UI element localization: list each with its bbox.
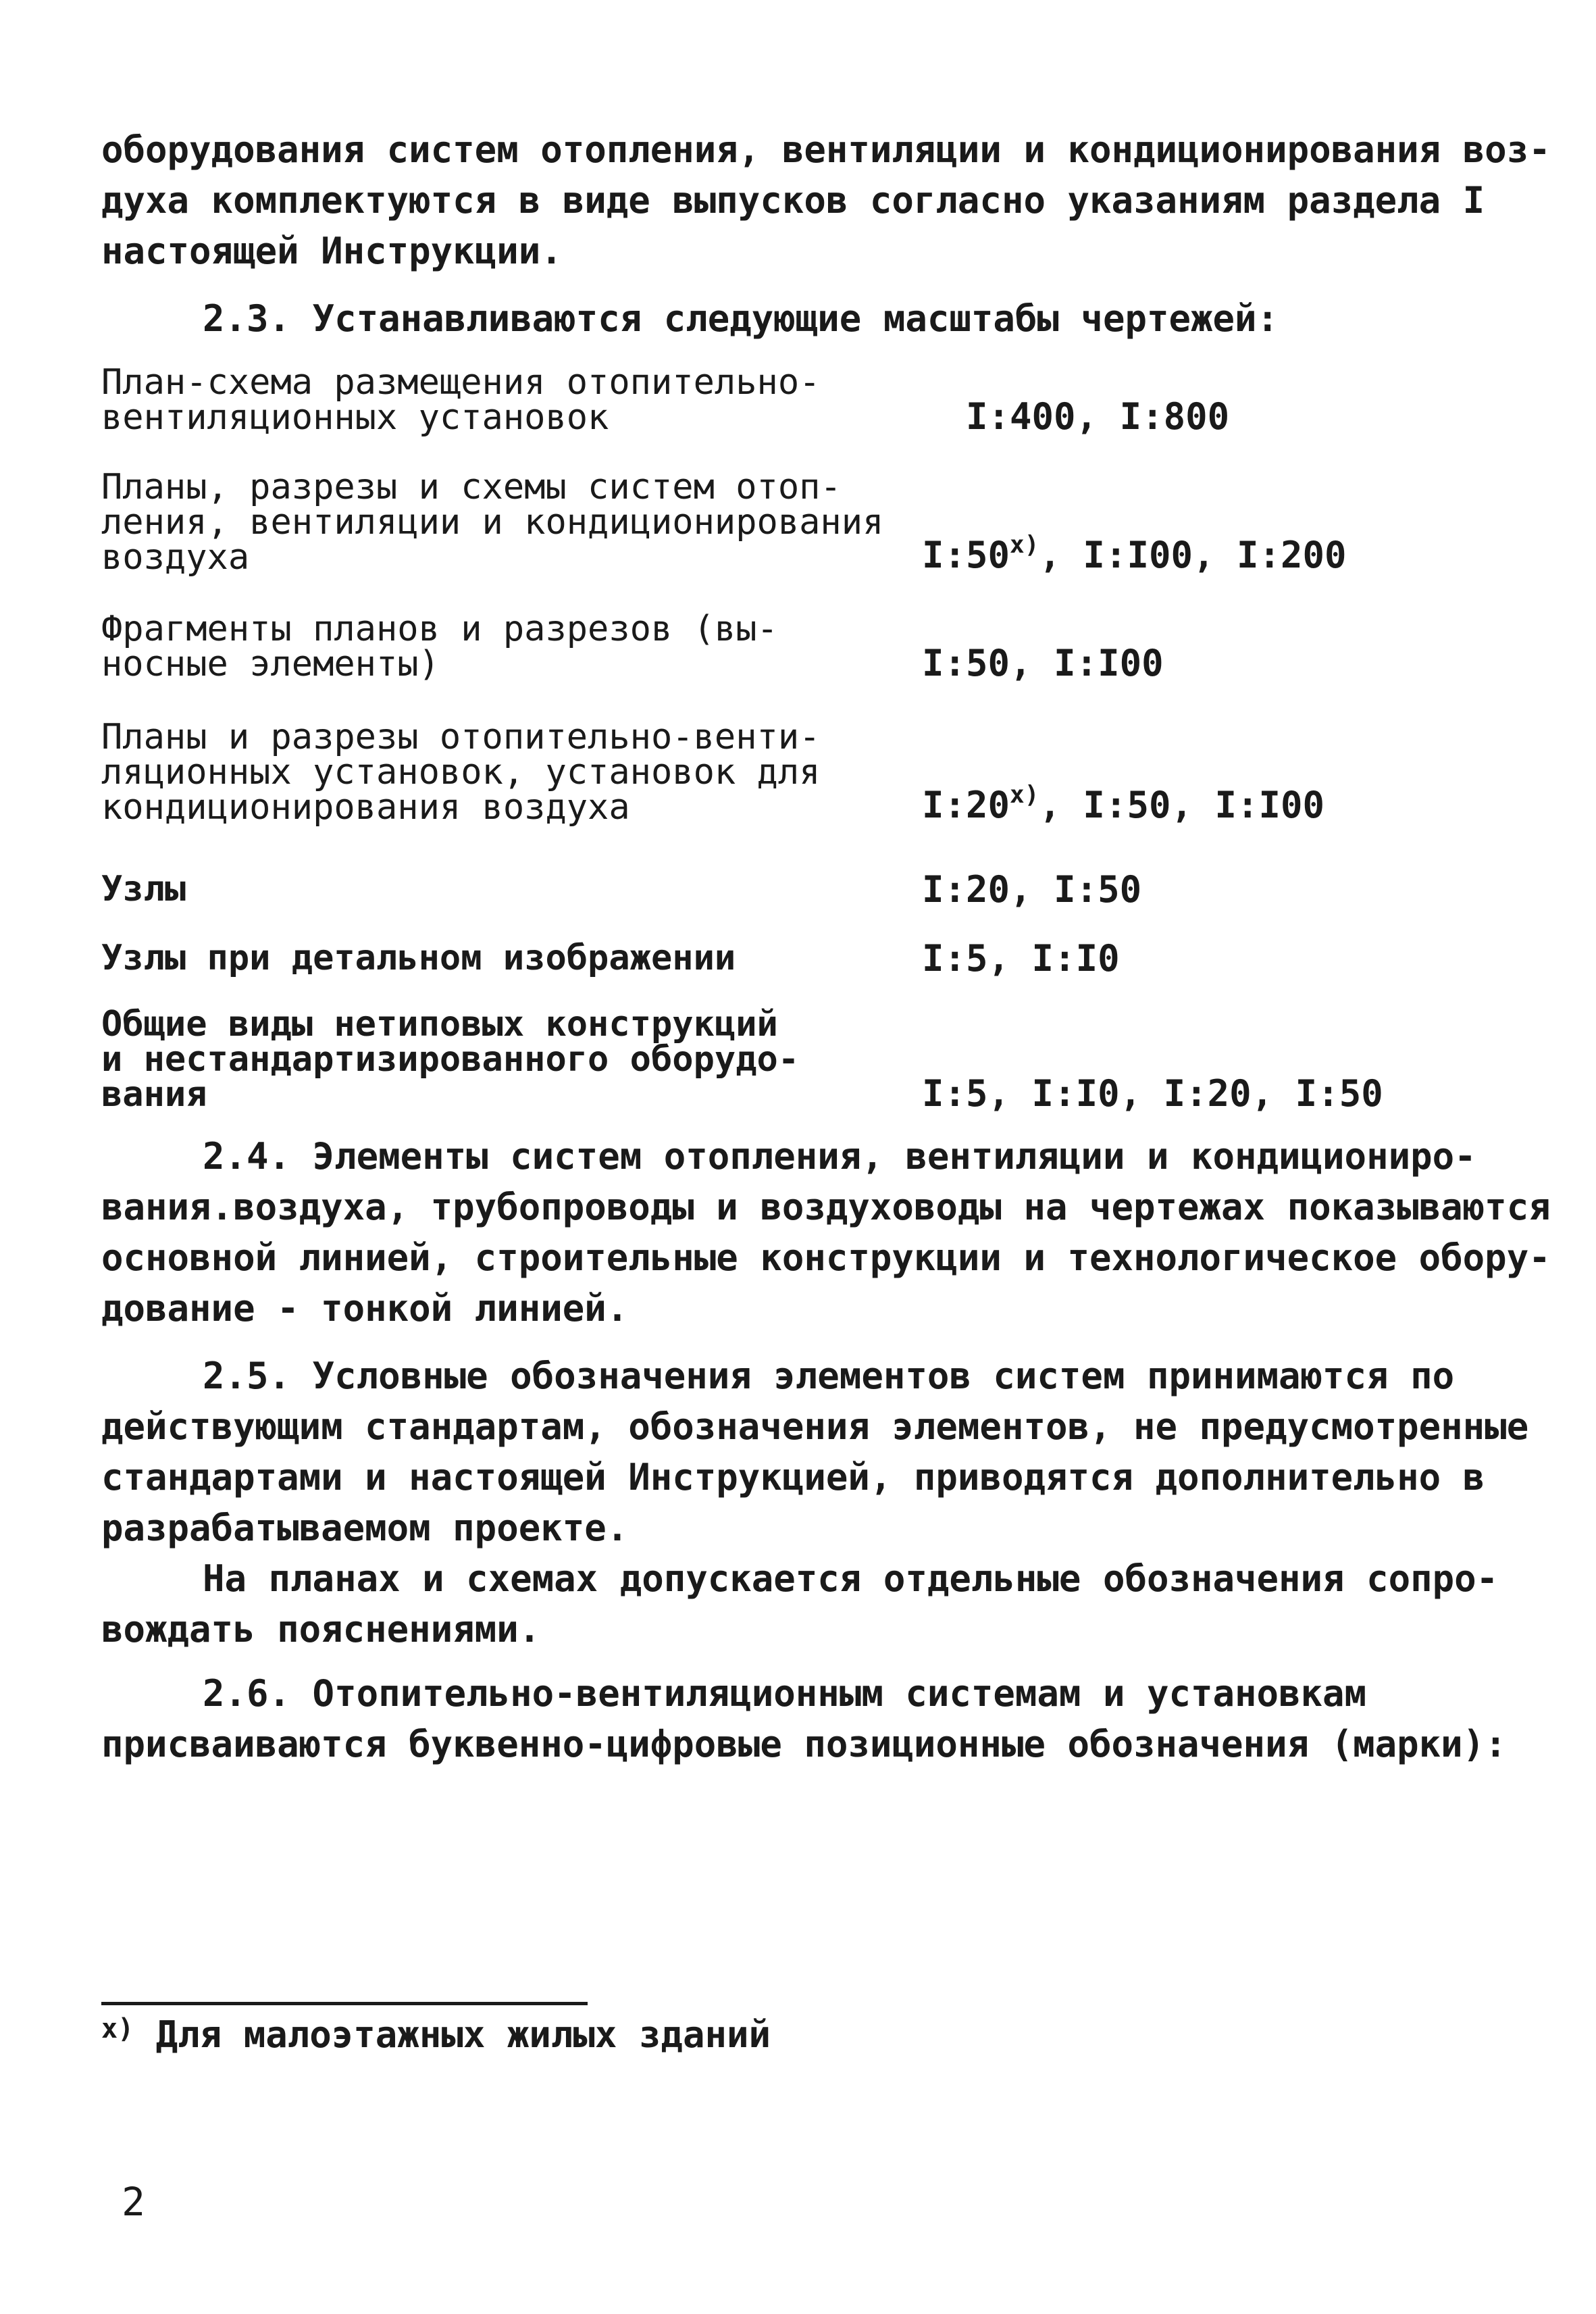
section-2-3-heading: 2.3. Устанавливаются следующие масштабы чертежей:	[203, 297, 1279, 340]
footnote-text: Для малоэтажных жилых зданий	[155, 2013, 771, 2056]
scale-row-7-name: Общие виды нетиповых конструкций и нестандартизированного оборудо- вания	[101, 1004, 800, 1115]
section-2-5-line-3: стандартами и настоящей Инструкцией, приводятся дополнительно в	[101, 1456, 1485, 1499]
scale-row-2-value	[922, 531, 1347, 576]
scale-value-text-cont: , I:I00, I:200	[1039, 534, 1347, 576]
section-2-6-line-1: 2.6. Отопительно-вентиляционным системам и установкам	[203, 1672, 1367, 1715]
scale-value-text: I:20, I:50	[922, 868, 1142, 911]
scale-row-3-name: Фрагменты планов и разрезов (вы- носные элементы)	[101, 609, 778, 684]
scale-row-1-value	[966, 395, 1230, 438]
scale-row-6-name: Узлы при детальном изображении	[101, 938, 736, 978]
scale-value-text: I:5, I:I0, I:20, I:50	[922, 1072, 1383, 1115]
scale-row-7-value	[922, 1072, 1383, 1115]
intro-line-1: оборудования систем отопления, вентиляции и кондиционирования воз-	[101, 128, 1551, 171]
section-2-4-line-3: основной линией, строительные конструкции и технологическое обору-	[101, 1236, 1551, 1279]
scale-row-2-name: Планы, разрезы и схемы систем отоп- ления, вентиляции и кондиционирования воздуха	[101, 467, 884, 578]
scale-row-5-value	[922, 868, 1142, 911]
intro-line-3: настоящей Инструкции.	[101, 230, 563, 272]
footnote-divider	[101, 2002, 588, 2005]
scale-row-3-value	[922, 642, 1164, 684]
page-number: 2	[122, 2179, 145, 2225]
scale-row-5-name: Узлы	[101, 869, 186, 909]
scale-value-text: I:20	[922, 784, 1010, 826]
footnote-mark: x)	[101, 2013, 134, 2044]
section-2-6-line-2: присваиваются буквенно-цифровые позиционные обозначения (марки):	[101, 1723, 1507, 1765]
scale-value-text: I:50	[922, 534, 1010, 576]
section-2-5-note-line-1: На планах и схемах допускается отдельные обозначения сопро-	[203, 1557, 1499, 1600]
scale-value-text: I:50, I:I00	[922, 642, 1164, 684]
section-2-5-note-line-2: вождать пояснениями.	[101, 1608, 541, 1651]
scale-value-text: I:5, I:I0	[922, 937, 1120, 980]
section-2-4-line-4: дование - тонкой линией.	[101, 1287, 629, 1330]
scale-row-1-name: План-схема размещения отопительно- вентиляционных установок	[101, 362, 821, 438]
section-2-4-line-2: вания.воздуха, трубопроводы и воздуховоды на чертежах показываются	[101, 1186, 1551, 1228]
section-2-5-line-4: разрабатываемом проекте.	[101, 1507, 629, 1549]
scale-value-text-cont: , I:50, I:I00	[1039, 784, 1325, 826]
section-2-5-line-1: 2.5. Условные обозначения элементов систем принимаются по	[203, 1355, 1455, 1397]
scale-row-4-name: Планы и разрезы отопительно-венти- ляционных установок, установок для кондиционирования воздуха	[101, 717, 821, 828]
footnote-mark: x)	[1010, 531, 1039, 559]
intro-line-2: духа комплектуются в виде выпусков согласно указаниям раздела I	[101, 179, 1485, 222]
footnote-mark: x)	[1010, 781, 1039, 809]
footnote	[101, 2013, 771, 2056]
scale-value-text: I:400, I:800	[966, 395, 1230, 438]
scale-row-4-value	[922, 781, 1325, 826]
scale-row-6-value	[922, 937, 1120, 980]
section-2-4-line-1: 2.4. Элементы систем отопления, вентиляции и кондициониро-	[203, 1135, 1476, 1178]
section-2-5-line-2: действующим стандартам, обозначения элементов, не предусмотренные	[101, 1405, 1529, 1448]
